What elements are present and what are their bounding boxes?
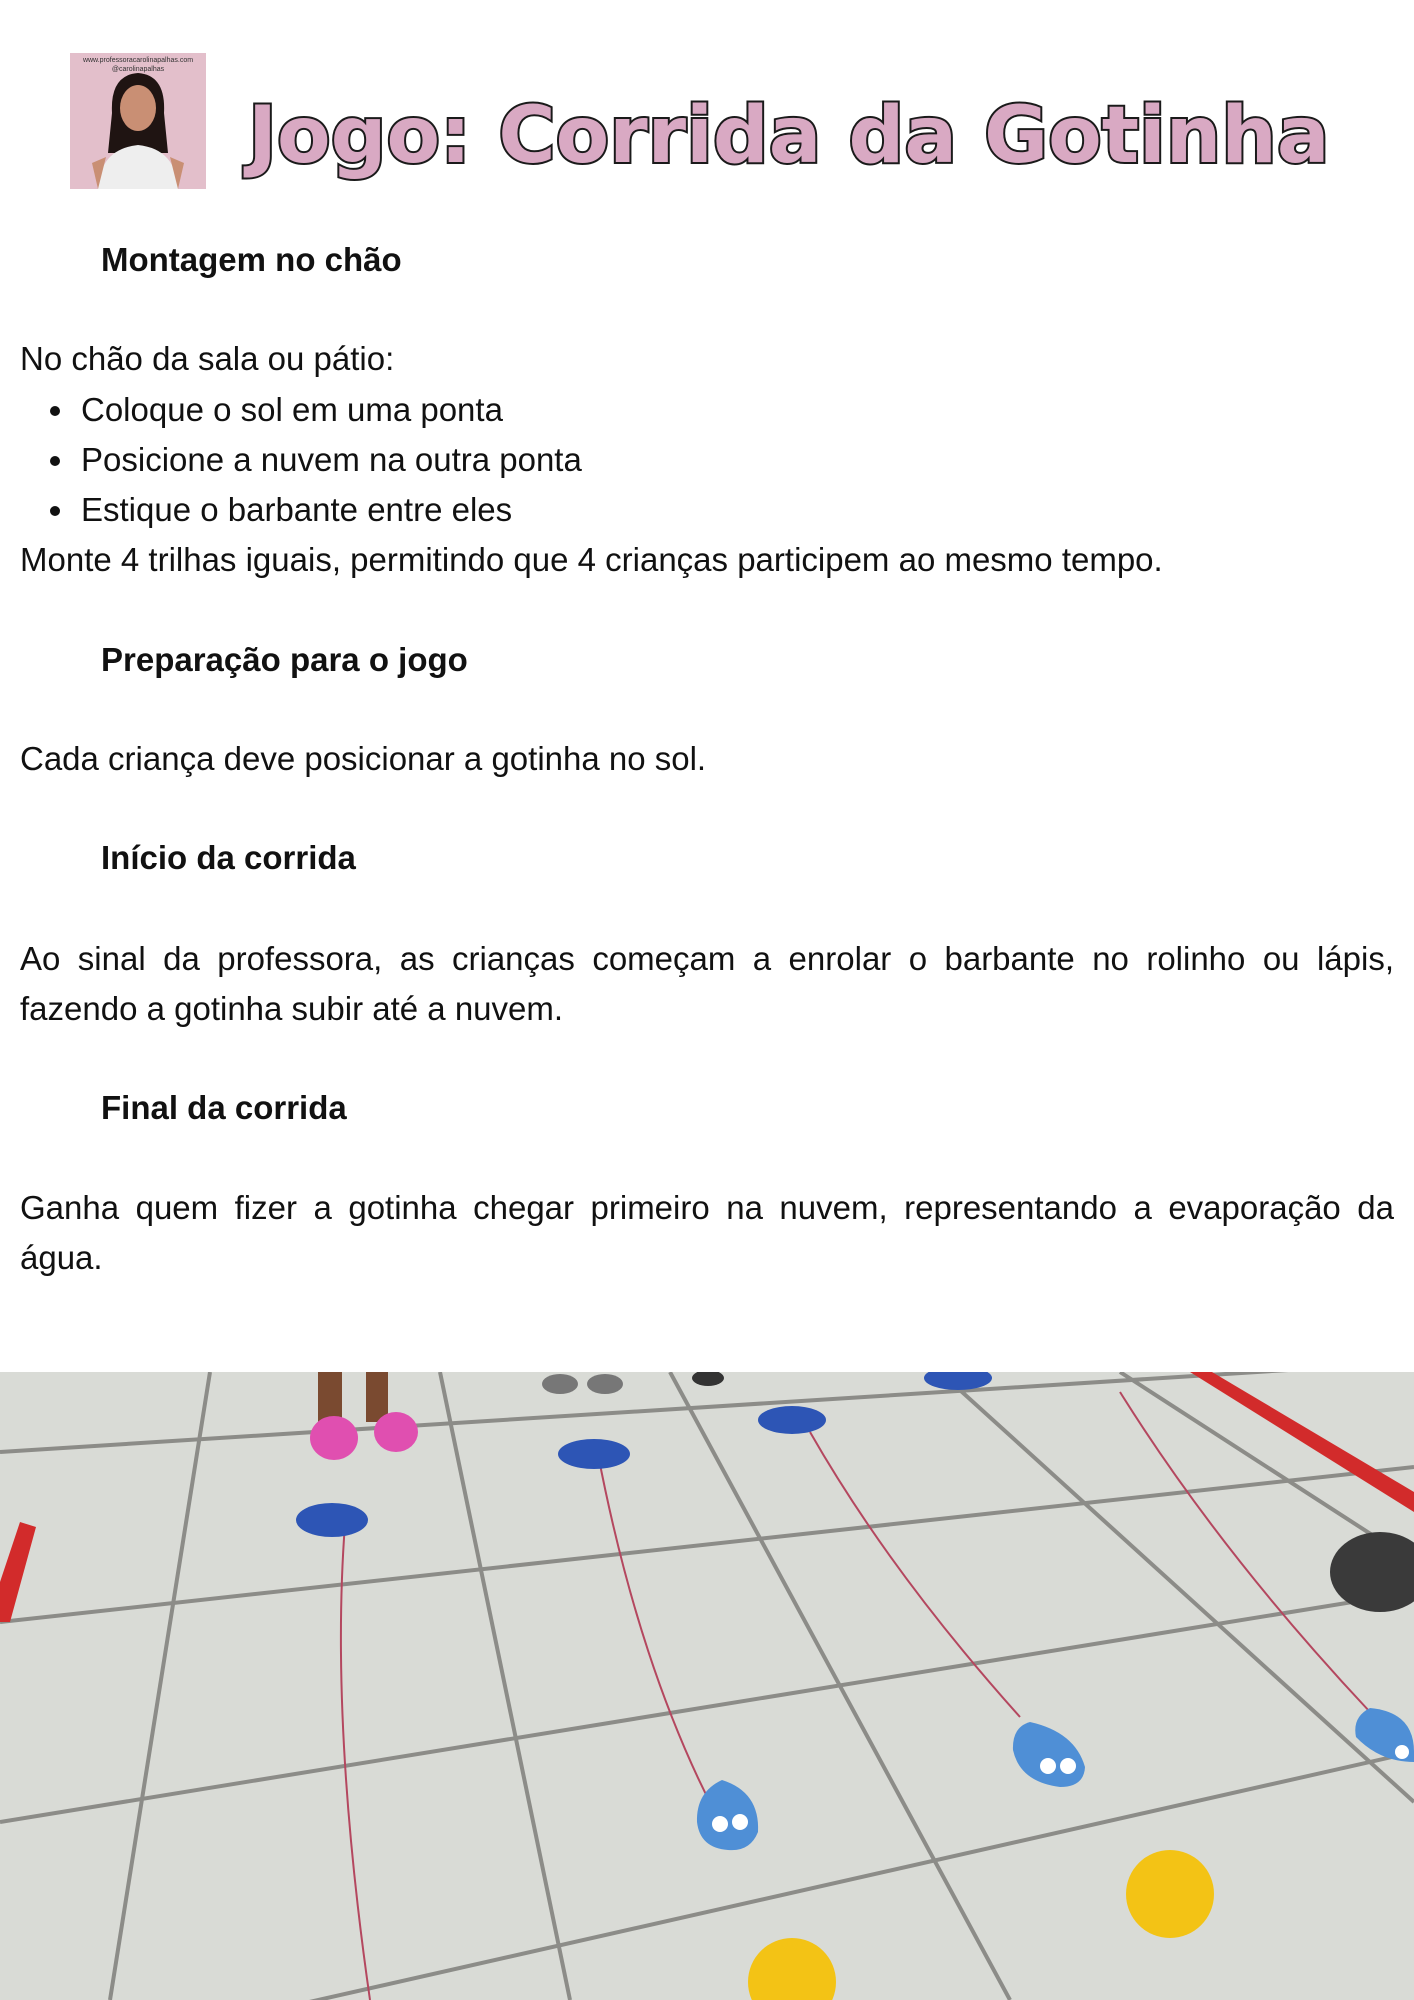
- final-body: Ganha quem fizer a gotinha chegar primeiro na nuvem, representando a evaporação da água.: [20, 1189, 1394, 1276]
- heading-inicio: Início da corrida: [101, 839, 356, 876]
- montagem-intro: No chão da sala ou pátio:: [20, 340, 395, 377]
- montagem-list: [20, 385, 582, 535]
- inicio-body: Ao sinal da professora, as crianças começam a enrolar o barbante no rolinho ou lápis, fazendo a gotinha subir até a nuvem.: [20, 940, 1394, 1027]
- heading-final: Final da corrida: [101, 1089, 347, 1126]
- page-title: Jogo: Corrida da Gotinha: [248, 91, 1330, 181]
- list-item: Estique o barbante entre eles: [20, 485, 582, 535]
- website-text: www.professoracarolinapalhas.com: [82, 57, 194, 64]
- preparacao-body: Cada criança deve posicionar a gotinha no sol.: [20, 740, 707, 777]
- montagem-outro: Monte 4 trilhas iguais, permitindo que 4 crianças participem ao mesmo tempo.: [20, 541, 1163, 578]
- avatar: [70, 53, 206, 189]
- game-floor-photo: [0, 1372, 1414, 2000]
- handle-text: @carolinapalhas: [111, 66, 165, 73]
- page-header: [0, 0, 1414, 200]
- heading-preparacao: Preparação para o jogo: [101, 641, 468, 678]
- list-item: Posicione a nuvem na outra ponta: [20, 435, 582, 485]
- list-item: Coloque o sol em uma ponta: [20, 385, 582, 435]
- heading-montagem: Montagem no chão: [101, 241, 402, 278]
- avatar-caption: [70, 56, 206, 74]
